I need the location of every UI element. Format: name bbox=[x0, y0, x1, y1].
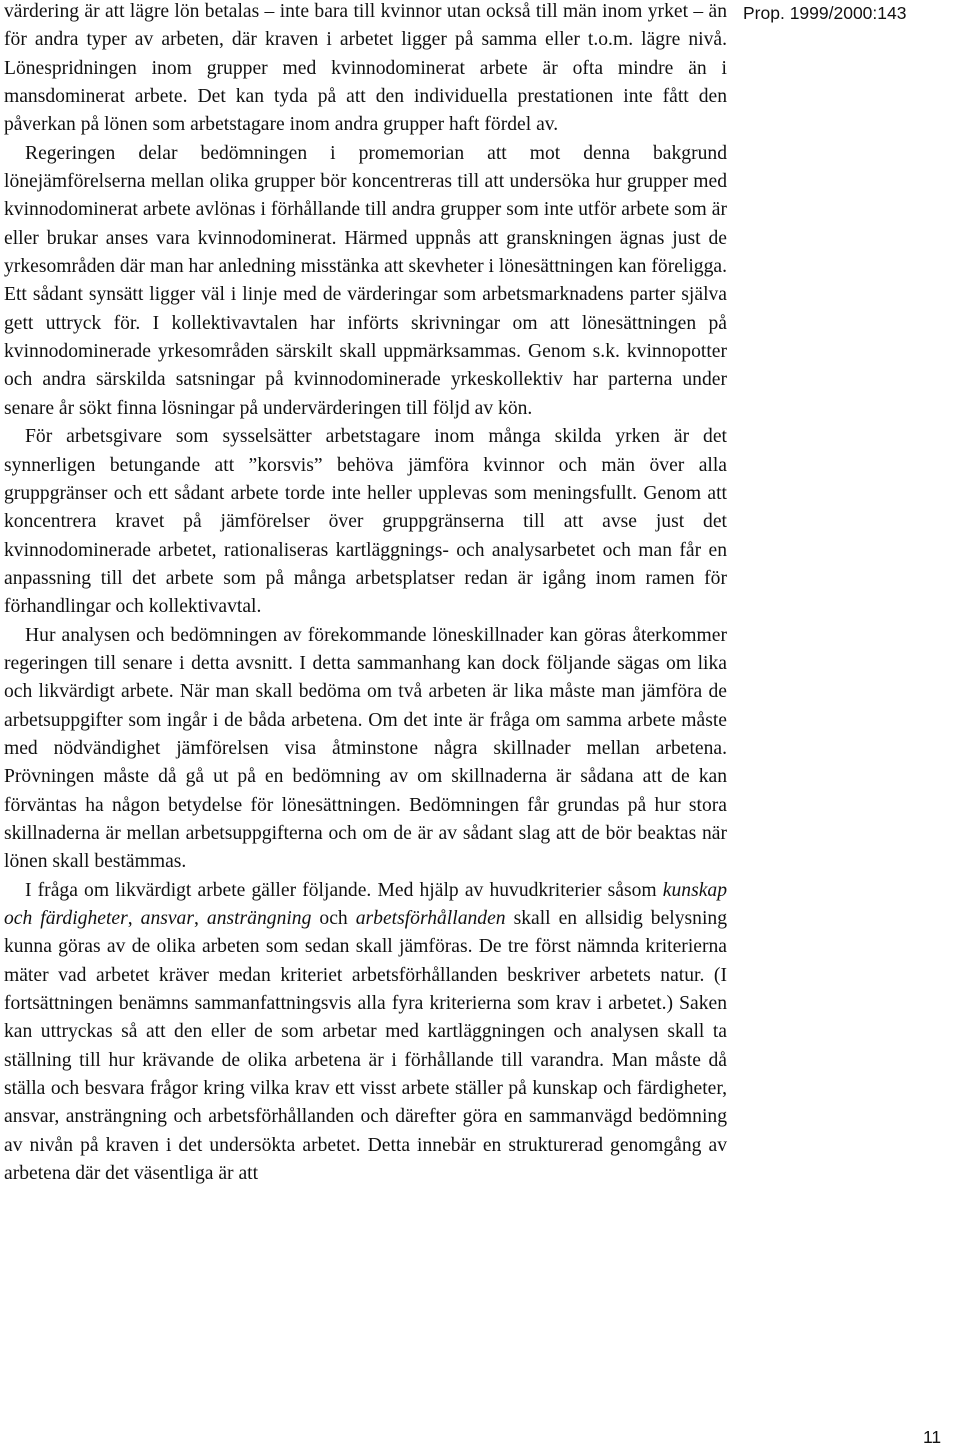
text-run: värdering är att lägre lön betalas – inte bara till kvinnor utan också till män inom yrket – än för andra typer av arbeten, där kraven i arbetet ligger på samma eller t.o.m. lägre nivå. Lönespridningen inom grupper med kvinnodominerat arbete är ofta mindre än i mansdominerat arbete. Det kan tyda på att den individuella prestationen inte fått den påverkan på lönen som arbetstagare inom andra grupper haft fördel av. bbox=[4, 1, 727, 136]
italic-term: ansträngning bbox=[206, 908, 312, 929]
italic-term: ansvar bbox=[140, 908, 194, 929]
paragraph bbox=[4, 622, 727, 877]
paragraph bbox=[4, 0, 727, 140]
text-run: , bbox=[193, 908, 207, 929]
text-run: , bbox=[127, 908, 141, 929]
paragraph bbox=[4, 423, 727, 621]
body-text bbox=[4, 0, 727, 1188]
text-run: I fråga om likvärdigt arbete gäller följande. Med hjälp av huvudkriterier såsom bbox=[25, 879, 663, 901]
paragraph bbox=[4, 877, 727, 1189]
text-run: Regeringen delar bedömningen i promemorian att mot denna bakgrund lönejämförelserna mellan olika grupper bör koncentreras till att undersöka hur grupper med kvinnodominerat arbete avlönas i förhållande till andra grupper som inte utför arbete som är eller brukar anses vara kvinnodominerat. Härmed uppnås att granskningen ägnas just de yrkesområden där man har anledning misstänka att skevheter i lönesättningen kan föreligga. Ett sådant synsätt ligger väl i linje med de värderingar som arbetsmarknadens parter själva gett uttryck för. I kollektivavtalen har införts skrivningar om att lönesättningen på kvinnodominerade yrkesområden särskilt skall uppmärksammas. Genom s.k. kvinnopotter och andra särskilda satsningar på kvinnodominerade yrkeskollektiv har parterna under senare år sökt finna lösningar på undervärderingen till följd av kön. bbox=[4, 142, 727, 419]
text-run: Hur analysen och bedömningen av förekommande löneskillnader kan göras återkommer regeringen till senare i detta avsnitt. I detta sammanhang kan dock följande sägas om lika och likvärdigt arbete. När man skall bedöma om två arbeten är lika måste man jämföra de arbetsuppgifter som ingår i de båda arbetena. Om det inte är fråga om samma arbete måste med nödvändighet jämförelsen visa åtminstone några skillnader mellan arbetena. Prövningen måste då gå ut på en bedömning av om skillnaderna är sådana att de kan förväntas ha någon betydelse för lönesättningen. Bedömningen får grundas på hur stora skillnaderna är mellan arbetsuppgifterna och om de är av sådant slag att de bör beaktas när lönen skall bestämmas. bbox=[4, 624, 727, 873]
text-run: skall en allsidig belysning kunna göras av de olika arbeten som sedan skall jämföras. De tre först nämnda kriterierna mäter vad arbetet kräver medan kriteriet arbetsförhållanden beskriver arbetets natur. (I fortsättningen benämns sammanfattningsvis alla fyra kriterierna som krav i arbetet.) Saken kan uttryckas så att den eller de som arbetar med kartläggningen och analysen skall ta ställning till hur krävande de olika arbetena är i förhållande till varandra. Man måste då ställa och besvara frågor kring vilka krav ett visst arbete ställer på kunskap och färdigheter, ansvar, ansträngning och arbetsförhållanden och därefter göra en sammanvägd bedömning av nivån på kraven i det undersökta arbetet. Detta innebär en strukturerad genomgång av arbetena där det väsentliga är att bbox=[4, 908, 728, 1185]
page-number: 11 bbox=[923, 1427, 942, 1447]
italic-term: arbetsförhållanden bbox=[355, 908, 506, 929]
text-run: och bbox=[311, 908, 356, 929]
paragraph bbox=[4, 140, 727, 423]
italic-term: kunskap och färdigheter bbox=[4, 879, 727, 929]
text-run: För arbetsgivare som sysselsätter arbetstagare inom många skilda yrken är det synnerligen betungande att ”korsvis” behöva jämföra kvinnor och män över alla gruppgränser och ett sådant arbete torde inte heller upplevas som meningsfullt. Genom att koncentrera kravet på jämförelser över gruppgränserna till att avse just det kvinnodominerade arbetet, rationaliseras kartläggnings- och analysarbetet och man får en anpassning till det arbete som på många arbetsplatser redan är igång inom ramen för förhandlingar och kollektivavtal. bbox=[4, 426, 727, 618]
running-head: Prop. 1999/2000:143 bbox=[743, 3, 907, 23]
